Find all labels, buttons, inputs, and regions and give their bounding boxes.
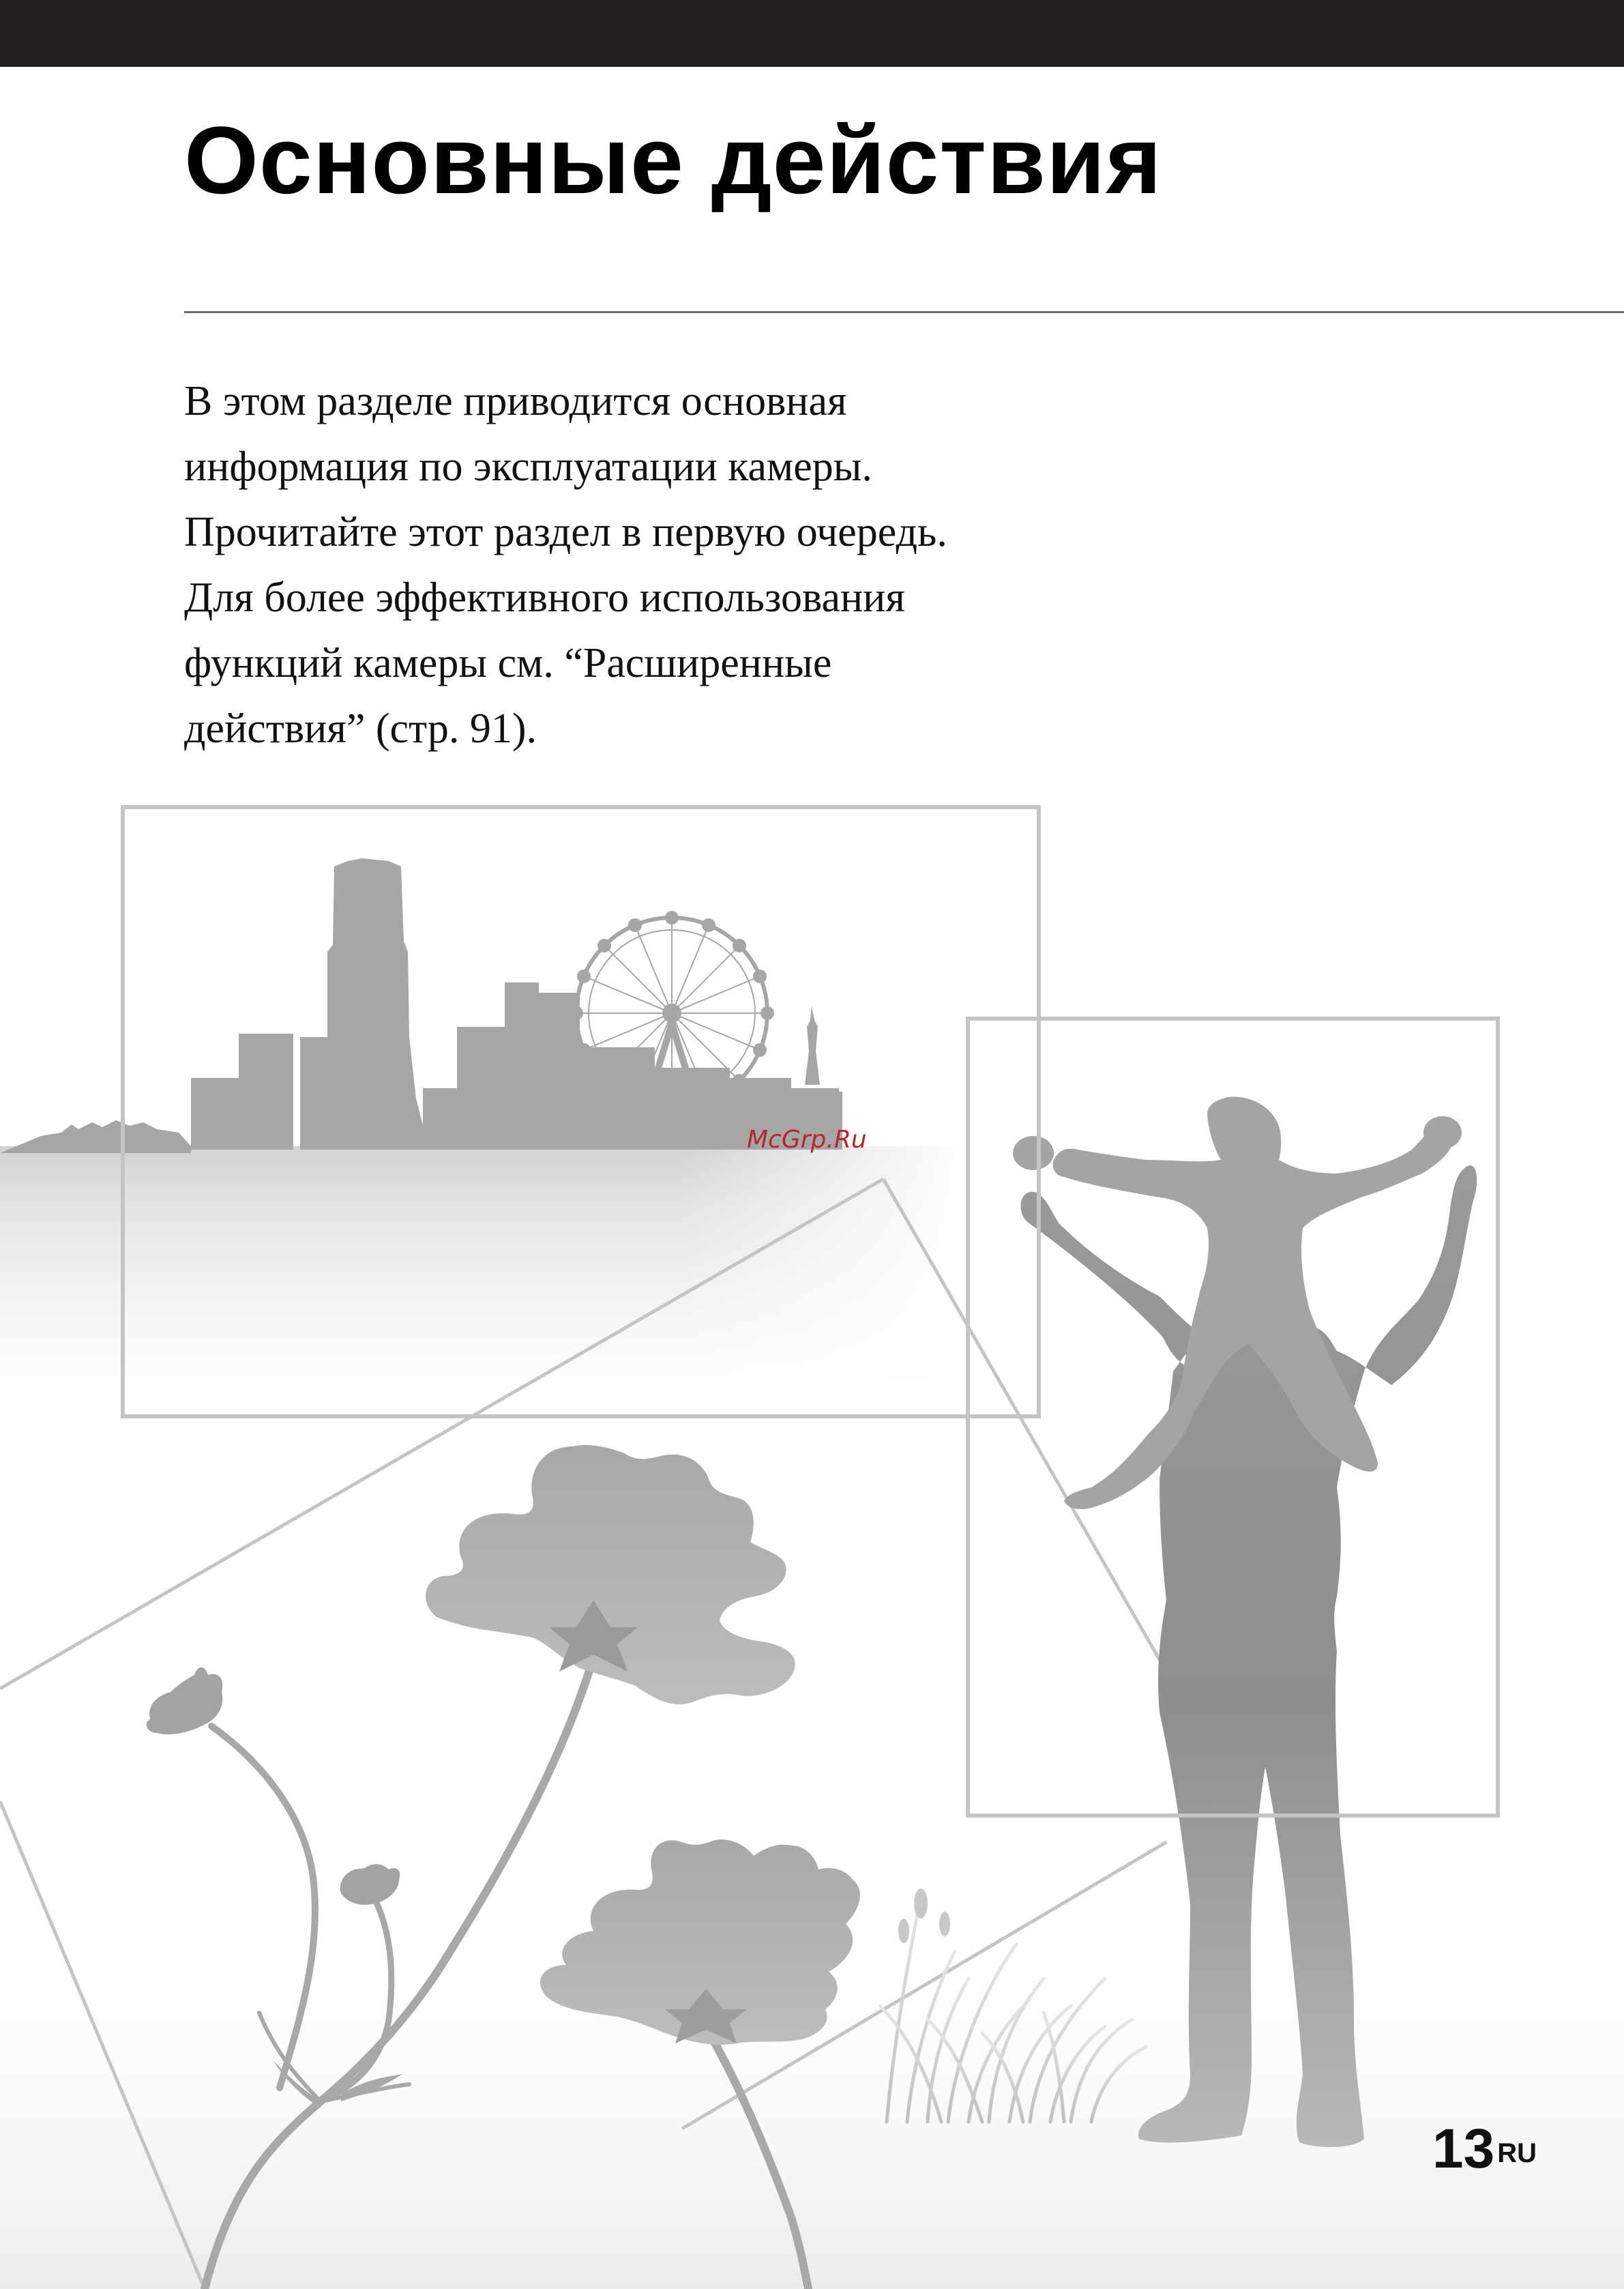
intro-paragraph	[184, 368, 1139, 761]
watermark: McGrp.Ru	[747, 1126, 867, 1154]
intro-line: Для более эффективного использования	[184, 574, 905, 621]
intro-line: функций камеры см. “Расширенные	[184, 640, 832, 686]
title-divider	[184, 311, 1624, 313]
page-number	[1432, 2115, 1537, 2183]
intro-line: В этом разделе приводится основная	[184, 378, 847, 424]
mist-band	[0, 1146, 969, 1392]
header-bar	[0, 0, 1624, 67]
intro-line: информация по эксплуатации камеры.	[184, 443, 872, 490]
intro-line: действия” (стр. 91).	[184, 705, 537, 752]
city-skyline-icon	[0, 858, 842, 1153]
page-language-suffix: RU	[1497, 2138, 1537, 2168]
decorative-illustration	[0, 791, 1624, 2289]
intro-line: Прочитайте этот раздел в первую очередь.	[184, 509, 947, 555]
page-number-value: 13	[1432, 2118, 1495, 2180]
page-title: Основные действия	[184, 106, 1162, 214]
